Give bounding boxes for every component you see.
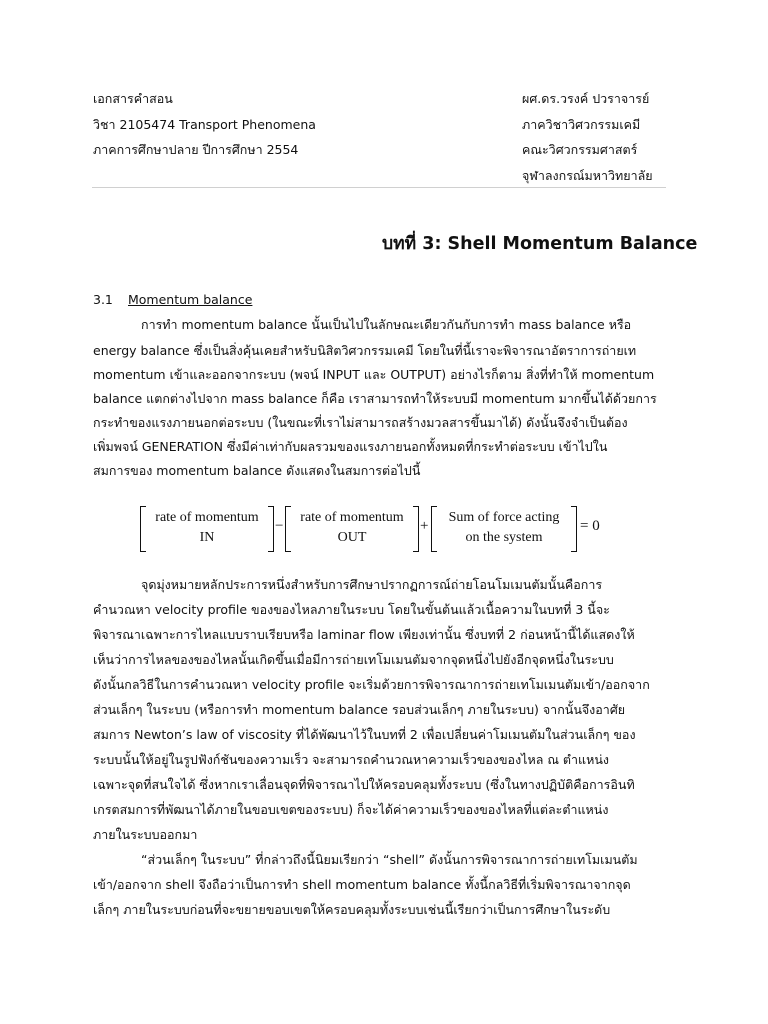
paragraph-3-line: เข้า/ออกจาก shell จึงถือว่าเป็นการทำ shell momentum balance ทั้งนี้กลวิธีที่เริ่มพิจารณาจากจุด — [93, 877, 631, 892]
paragraph-2-line: คำนวณหา velocity profile ของของไหลภายในระบบ โดยในขั้นต้นแล้วเนื้อความในบทที่ 3 นี้จะ — [93, 602, 610, 617]
paragraph-3-line: “ส่วนเล็กๆ ในระบบ” ที่กล่าวถึงนี้นิยมเรียกว่า “shell” ดังนั้นการพิจารณาการถ่ายเทโมเมนตัม — [141, 852, 638, 867]
paragraph-2-line: เห็นว่าการไหลของของไหลนั้นเกิดขึ้นเมื่อมีการถ่ายเทโมเมนตัมจากจุดหนึ่งไปยังอีกจุดหนึ่งในระบบ — [93, 652, 614, 667]
paragraph-3-line: เล็กๆ ภายในระบบก่อนที่จะขยายขอบเขตให้ครอบคลุมทั้งระบบเช่นนี้เรียกว่าเป็นการศึกษาในระดับ — [93, 902, 611, 917]
header-author: ผศ.ดร.วรงค์ ปวราจารย์ — [522, 91, 650, 106]
equation-bracket — [413, 506, 419, 552]
equation-term-out-line1: rate of momentum — [300, 510, 404, 525]
equation-term-force-line1: Sum of force acting — [448, 510, 560, 525]
paragraph-2-line: ระบบนั้นให้อยู่ในรูปฟังก์ชันของความเร็ว จะสามารถคำนวณหาความเร็วของของไหล ณ ตำแหน่ง — [93, 752, 609, 767]
paragraph-2-line: ส่วนเล็กๆ ในระบบ (หรือการทำ momentum balance รอบส่วนเล็กๆ ภายในระบบ) จากนั้นจึงอาศัย — [93, 702, 626, 717]
equation-rhs: = 0 — [580, 518, 600, 534]
equation-bracket — [268, 506, 274, 552]
paragraph-1-line: สมการของ momentum balance ดังแสดงในสมการต่อไปนี้ — [93, 463, 421, 478]
chapter-title: บทที่ 3: Shell Momentum Balance — [382, 234, 698, 254]
momentum-balance-equation — [138, 506, 608, 552]
header-faculty: คณะวิศวกรรมศาสตร์ — [522, 142, 638, 157]
equation-term-in-line1: rate of momentum — [155, 510, 259, 525]
header-university: จุฬาลงกรณ์มหาวิทยาลัย — [522, 167, 653, 183]
equation-term-force-line2: on the system — [465, 530, 543, 545]
equation-bracket — [571, 506, 577, 552]
section-title: Momentum balance — [128, 292, 253, 307]
paragraph-2-line: ภายในระบบออกมา — [93, 827, 198, 842]
paragraph-2-line: เฉพาะจุดที่สนใจได้ ซึ่งหากเราเลื่อนจุดที่พิจารณาไปให้ครอบคลุมทั้งระบบ (ซึ่งในทางปฏิบัติคือการอินทิ — [93, 777, 635, 792]
paragraph-1-line: เพิ่มพจน์ GENERATION ซึ่งมีค่าเท่ากับผลรวมของแรงภายนอกทั้งหมดที่กระทำต่อระบบ เข้าไปใน — [93, 439, 608, 454]
paragraph-1-line: การทำ momentum balance นั้นเป็นไปในลักษณะเดียวกันกับการทำ mass balance หรือ — [141, 317, 632, 332]
equation-plus: + — [420, 518, 429, 534]
header-divider — [92, 187, 666, 188]
header-left-block — [93, 91, 316, 168]
paragraph-2-line: จุดมุ่งหมายหลักประการหนึ่งสำหรับการศึกษาปรากฏการณ์ถ่ายโอนโมเมนตัมนั้นคือการ — [141, 577, 603, 592]
paragraph-2-line: พิจารณาเฉพาะการไหลแบบราบเรียบหรือ laminar flow เพียงเท่านั้น ซึ่งบทที่ 2 ก่อนหน้านี้ได้แสดงให้ — [93, 627, 635, 642]
header-doc-type: เอกสารคำสอน — [93, 91, 173, 106]
equation-term-in-line2: IN — [199, 530, 215, 545]
equation-minus: − — [275, 518, 284, 534]
header-course: วิชา 2105474 Transport Phenomena — [93, 116, 316, 132]
header-semester: ภาคการศึกษาปลาย ปีการศึกษา 2554 — [93, 142, 299, 157]
header-right-block — [522, 91, 653, 193]
paragraph-2-line: ดังนั้นกลวิธีในการคำนวณหา velocity profile จะเริ่มด้วยการพิจารณาการถ่ายเทโมเมนตัมเข้า/ออกจาก — [93, 677, 650, 692]
section-number: 3.1 — [93, 292, 113, 307]
paragraph-1-line: กระทำของแรงภายนอกต่อระบบ (ในขณะที่เราไม่สามารถสร้างมวลสารขึ้นมาได้) ดังนั้นจึงจำเป็นต้อง — [93, 415, 628, 430]
equation-term-out-line2: OUT — [337, 530, 367, 545]
paragraph-2-line: เกรตสมการที่พัฒนาได้ภายในขอบเขตของระบบ) ก็จะได้ค่าความเร็วของของไหลที่แต่ละตำแหน่ง — [93, 802, 609, 817]
section-heading — [93, 292, 252, 307]
paragraph-2-line: สมการ Newton’s law of viscosity ที่ได้พัฒนาไว้ในบทที่ 2 เพื่อเปลี่ยนค่าโมเมนตัมในส่วนเล็กๆ ของ — [93, 727, 636, 742]
header-department: ภาควิชาวิศวกรรมเคมี — [522, 116, 641, 132]
paragraph-1-line: momentum เข้าและออกจากระบบ (พจน์ INPUT และ OUTPUT) อย่างไรก็ตาม สิ่งที่ทำให้ momentum — [93, 367, 655, 382]
paragraph-1-line: energy balance ซึ่งเป็นสิ่งคุ้นเคยสำหรับนิสิตวิศวกรรมเคมี โดยในที่นี้เราจะพิจารณาอัตราการถ่ายเท — [93, 343, 637, 358]
paragraph-1-line: balance แตกต่างไปจาก mass balance ก็คือ เราสามารถทำให้ระบบมี momentum มากขึ้นได้ด้วยการ — [93, 391, 657, 406]
